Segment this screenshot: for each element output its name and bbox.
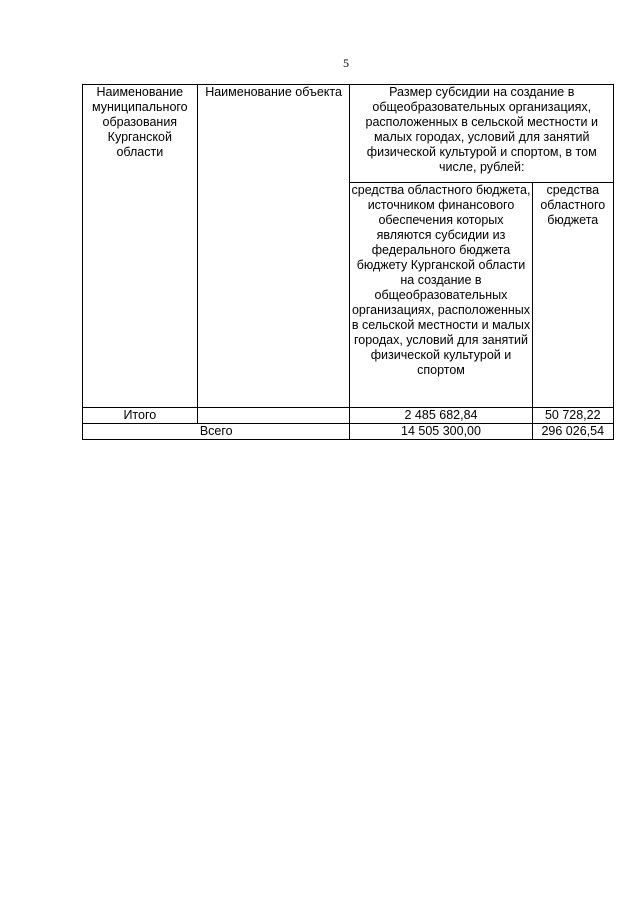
header-object: Наименование объекта	[197, 85, 350, 408]
header-subsidy: Размер субсидии на создание в общеобразовательных организациях, расположенных в сельской местности и малых городах, условий для занятий физической культурой и спортом, в том числе, рублей:	[350, 85, 614, 183]
grand-total-regional: 296 026,54	[532, 424, 614, 440]
subheader-regional-funds: средства областного бюджета	[532, 183, 614, 408]
total-regional: 50 728,22	[532, 408, 614, 424]
grand-total-label: Всего	[83, 424, 350, 440]
total-label: Итого	[83, 408, 198, 424]
total-object	[197, 408, 350, 424]
header-municipality: Наименование муниципального образования Курганской области	[83, 85, 198, 408]
subsidy-table	[82, 84, 614, 440]
total-federal: 2 485 682,84	[350, 408, 532, 424]
grand-total-federal: 14 505 300,00	[350, 424, 532, 440]
table-row-total	[83, 408, 614, 424]
table-row-grand-total	[83, 424, 614, 440]
subheader-federal-funds: средства областного бюджета, источником финансового обеспечения которых являются субсидии из федерального бюджета бюджету Курганской области на создание в общеобразовательных организациях, расположенных в сельской местности и малых городах, условий для занятий физической культурой и спортом	[350, 183, 532, 408]
page-number: 5	[343, 56, 349, 70]
table-header-row	[83, 85, 614, 183]
